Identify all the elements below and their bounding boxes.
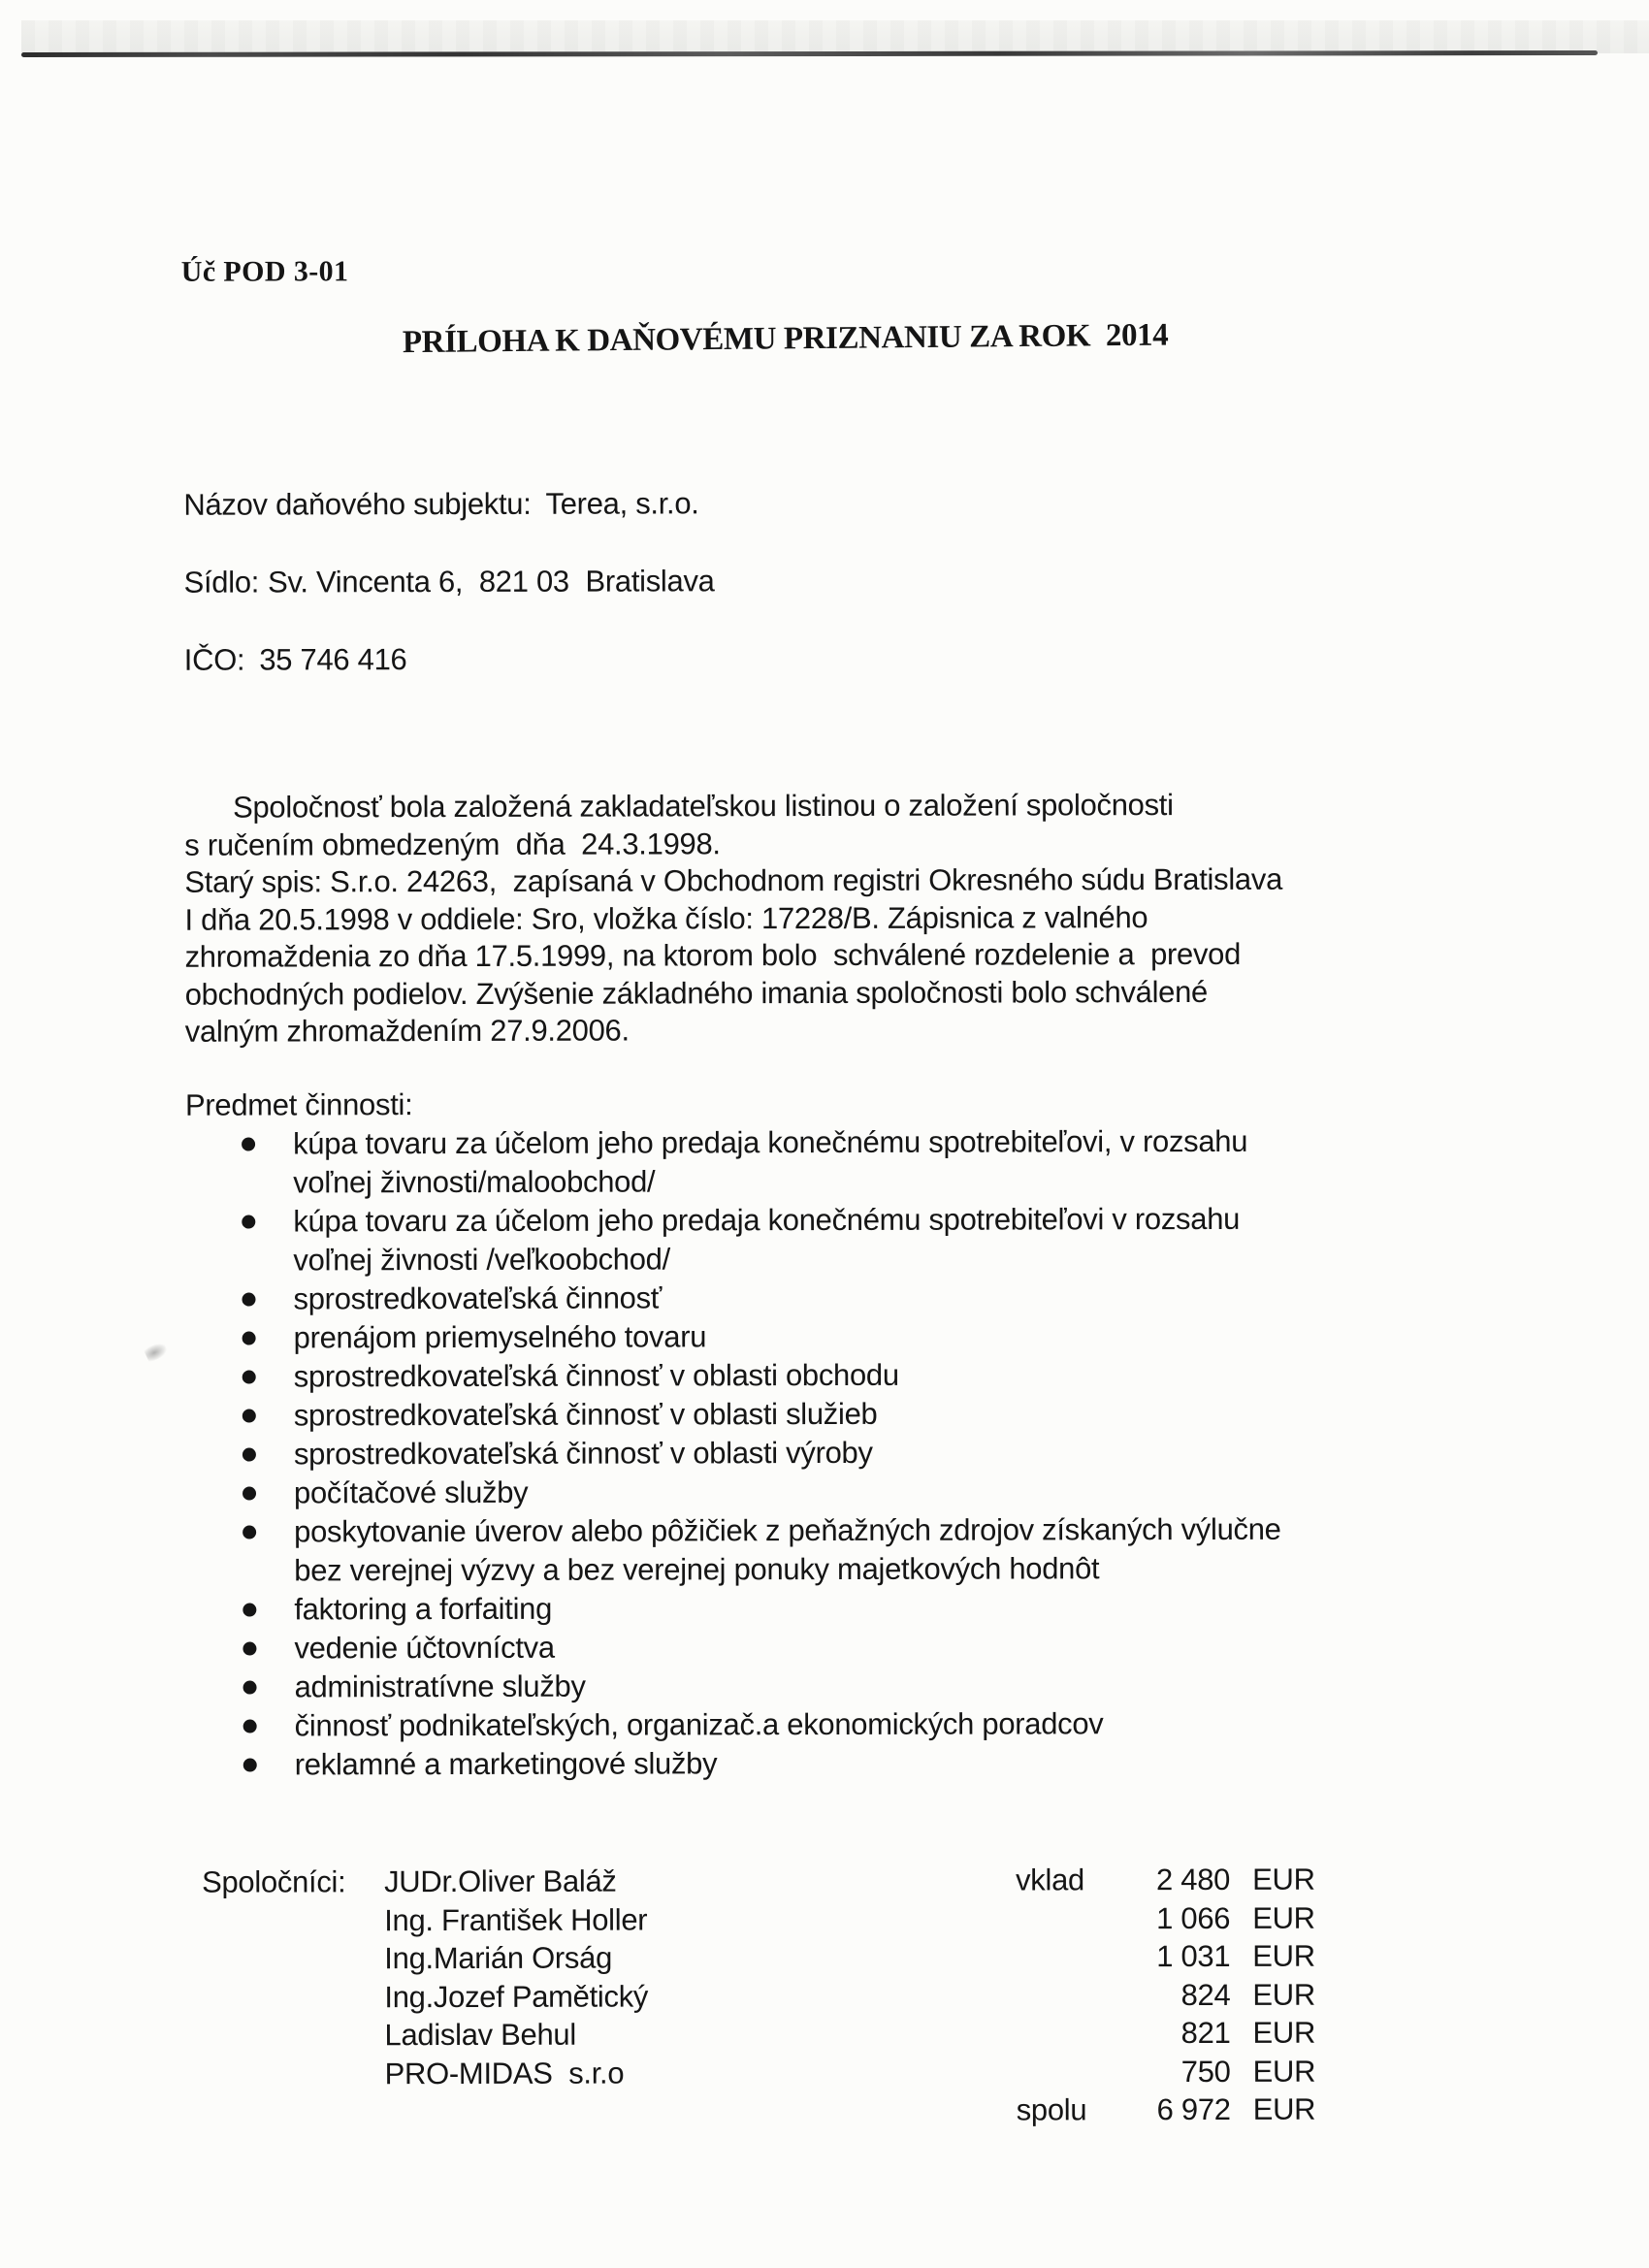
total-row: [1017, 2092, 1329, 2131]
table-row: [1016, 1977, 1328, 2016]
currency-label: EUR: [1252, 2091, 1316, 2126]
partner-name: PRO-MIDAS s.r.o: [384, 2056, 625, 2090]
currency-label: EUR: [1252, 2054, 1316, 2089]
table-row: [1016, 1863, 1328, 1901]
currency-label: EUR: [1252, 1938, 1315, 1973]
bullet-icon: [242, 1293, 255, 1307]
subject-ico-label: IČO:: [183, 642, 245, 677]
list-item: [186, 1315, 1564, 1358]
total-amount: 6 972: [1156, 2091, 1231, 2127]
bullet-icon: [242, 1409, 256, 1423]
bullet-icon: [242, 1215, 255, 1229]
deposit-amount: 821: [1180, 2015, 1231, 2051]
partner-name: Ing.Marián Orság: [384, 1940, 613, 1976]
table-row: [1017, 2054, 1329, 2092]
list-item: [186, 1471, 1564, 1513]
bullet-icon: [242, 1487, 256, 1501]
bullet-icon: [242, 1138, 255, 1151]
deposit-amount: 1 031: [1156, 1938, 1231, 1974]
partner-name: JUDr.Oliver Baláž: [384, 1863, 617, 1899]
form-code: Úč POD 3-01: [180, 255, 349, 288]
activity-text: faktoring a forfaiting: [294, 1591, 553, 1627]
activity-text: počítačové služby: [293, 1474, 529, 1510]
partner-name: Ing.Jozef Pamětický: [384, 1978, 649, 2014]
activity-text: sprostredkovateľská činnosť: [293, 1280, 663, 1316]
list-item: [186, 1587, 1564, 1630]
list-item: [186, 1354, 1564, 1397]
activity-text: reklamné a marketingové služby: [294, 1746, 718, 1782]
list-item: [186, 1393, 1564, 1436]
activity-text: sprostredkovateľská činnosť v oblasti obchodu: [293, 1357, 899, 1394]
table-row: [1016, 2016, 1328, 2055]
activities-list: [185, 1121, 1565, 1785]
deposit-label: vklad: [1016, 1863, 1084, 1897]
bullet-icon: [243, 1681, 257, 1695]
subject-ico-row: [184, 642, 407, 678]
bullet-icon: [242, 1604, 256, 1617]
table-row: [1016, 1939, 1328, 1978]
activity-text: kúpa tovaru za účelom jeho predaja konečnému spotrebiteľovi v rozsahu voľnej živnosti /veľkoobchod/: [293, 1201, 1241, 1278]
partners-heading: Spoločníci:: [202, 1864, 346, 1899]
subject-seat-label: Sídlo:: [183, 565, 260, 599]
activity-text: vedenie účtovníctva: [294, 1630, 555, 1666]
activity-text: sprostredkovateľská činnosť v oblasti služieb: [293, 1396, 878, 1433]
subject-name-label: Názov daňového subjektu:: [183, 486, 532, 522]
subject-ico-value: 35 746 416: [259, 642, 407, 677]
bullet-icon: [242, 1371, 256, 1384]
list-item: [186, 1665, 1564, 1707]
activity-text: prenájom priemyselného tovaru: [293, 1319, 707, 1355]
activity-text: administratívne služby: [294, 1669, 586, 1704]
bullet-icon: [242, 1642, 256, 1656]
partner-name: Ladislav Behul: [384, 2017, 576, 2053]
list-item: [187, 1703, 1565, 1746]
currency-label: EUR: [1252, 1862, 1315, 1896]
partner-name: Ing. František Holler: [384, 1901, 648, 1937]
bullet-icon: [243, 1759, 257, 1772]
total-label: spolu: [1016, 2092, 1087, 2127]
list-item: [185, 1277, 1563, 1319]
currency-label: EUR: [1252, 1977, 1315, 2012]
activity-text: sprostredkovateľská činnosť v oblasti výroby: [293, 1435, 873, 1472]
list-item: [186, 1432, 1564, 1474]
partners-name-column: [384, 1863, 648, 2094]
deposit-amount: 824: [1180, 1977, 1231, 2012]
currency-label: EUR: [1252, 2015, 1316, 2050]
deposit-amount: 750: [1180, 2054, 1231, 2089]
list-item: [187, 1742, 1565, 1785]
document-title: PRÍLOHA K DAŇOVÉMU PRIZNANIU ZA ROK 2014: [402, 317, 1169, 361]
bullet-icon: [242, 1448, 256, 1462]
list-item: [186, 1626, 1564, 1669]
list-item: [185, 1121, 1563, 1203]
subject-seat-row: [184, 564, 715, 599]
activity-text: činnosť podnikateľských, organizač.a ekonomických poradcov: [294, 1706, 1104, 1743]
bullet-icon: [242, 1332, 256, 1345]
activity-text: kúpa tovaru za účelom jeho predaja konečnému spotrebiteľovi, v rozsahu voľnej živnosti/maloobchod/: [293, 1123, 1248, 1200]
deposit-amount: 1 066: [1156, 1900, 1231, 1935]
subject-name-row: [183, 486, 698, 522]
list-item: [185, 1199, 1563, 1280]
table-row: [1016, 1900, 1328, 1939]
bullet-icon: [243, 1720, 257, 1733]
scanner-edge-line: [21, 50, 1598, 57]
currency-label: EUR: [1252, 1900, 1315, 1935]
activities-heading: Predmet činnosti:: [184, 1087, 413, 1122]
bullet-icon: [242, 1526, 256, 1539]
activity-text: poskytovanie úverov alebo pôžičiek z peňažných zdrojov získaných výlučne bez verejnej výzvy a bez verejnej ponuky majetkových hodnôt: [294, 1511, 1281, 1588]
deposit-amount: 2 480: [1155, 1862, 1231, 1897]
scan-smudge-artifact: [144, 1341, 169, 1363]
subject-name-value: Terea, s.r.o.: [545, 486, 699, 521]
list-item: [186, 1509, 1564, 1591]
scanner-edge-band: [21, 20, 1649, 53]
partners-amount-column: [1016, 1863, 1329, 2131]
company-history-paragraph: Spoločnosť bola založená zakladateľskou listinou o založení spoločnosti s ručením obmedzeným dňa 24.3.1998. Starý spis: S.r.o. 24263, zapísaná v Obchodnom registri Okresného súdu Bratislava I dňa 20.5.1998 v oddiele: Sro, vložka číslo: 17228/B. Zápisnica z valného zhromaždenia zo dňa 17.5.1999, na ktorom bolo schválené rozdelenie a prevod obchodných podielov. Zvýšenie základného imania spoločnosti bolo schválené valným zhromaždením 27.9.2006.: [184, 788, 1283, 1049]
subject-seat-value: Sv. Vincenta 6, 821 03 Bratislava: [268, 564, 715, 599]
